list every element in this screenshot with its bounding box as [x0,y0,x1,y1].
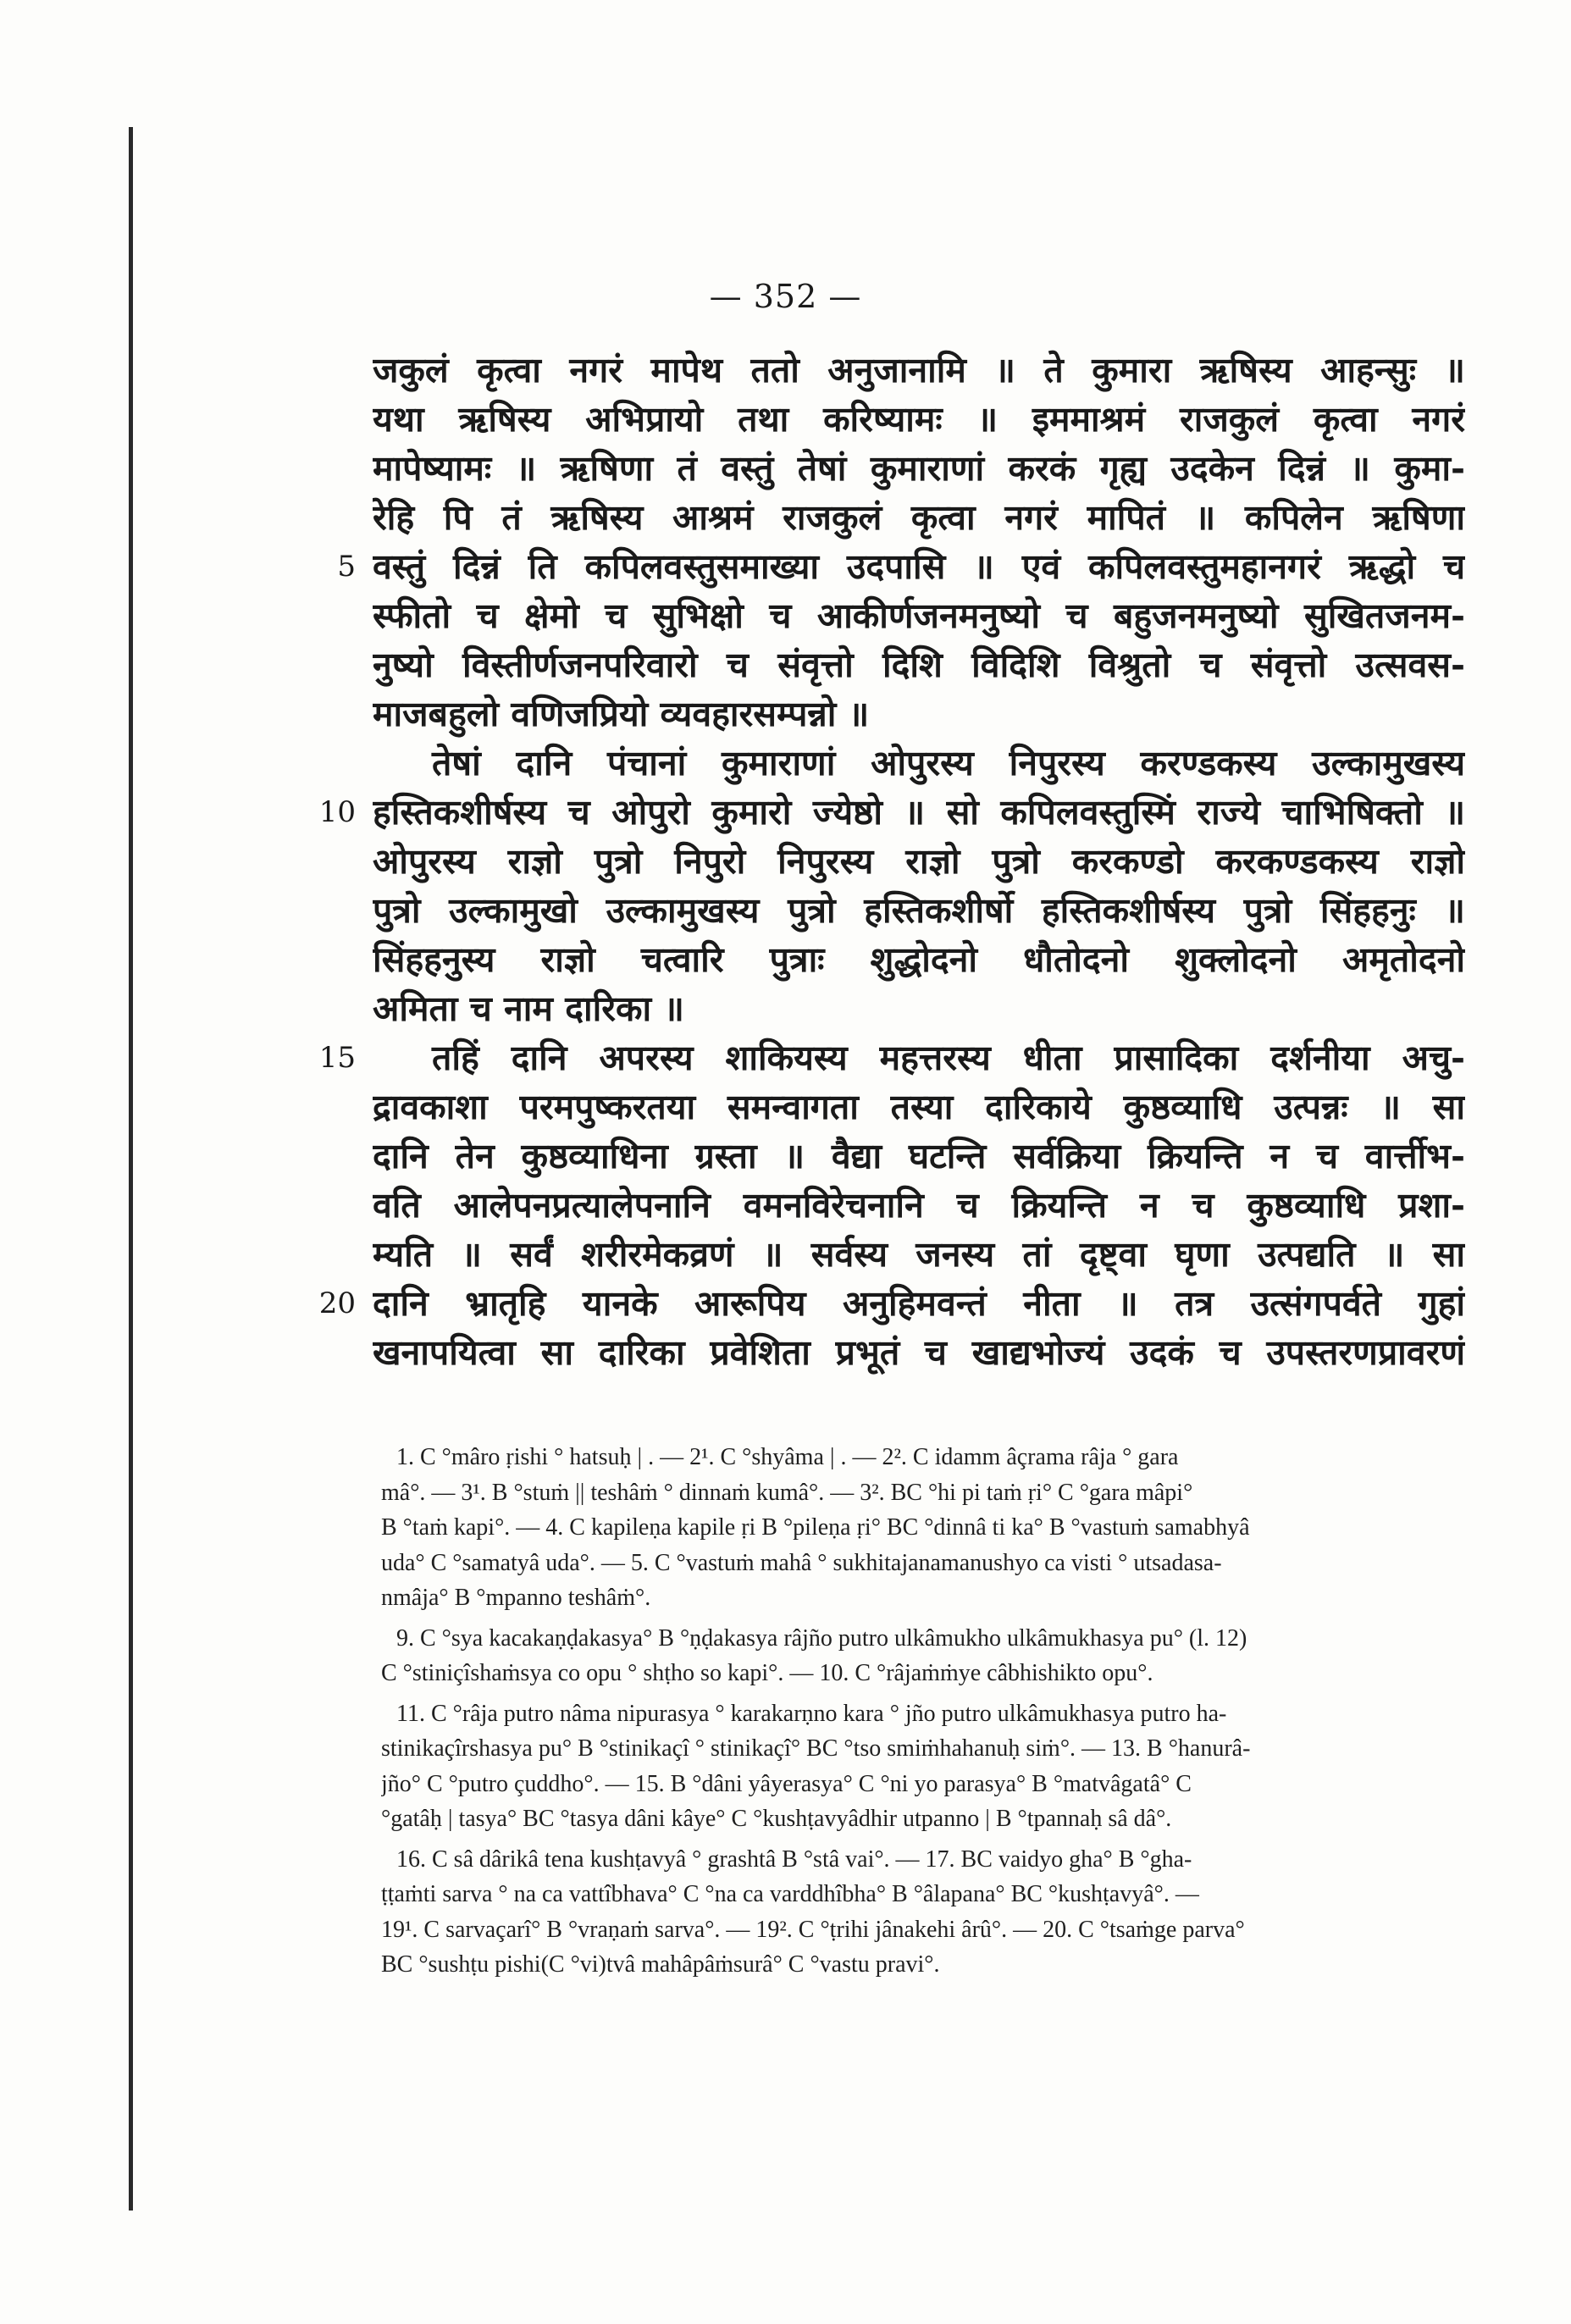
binding-edge-line [129,127,133,2211]
text-line: अमिता च नाम दारिका ॥ [373,988,684,1029]
text-line: रेहि पि तं ऋषिस्य आश्रमं राजकुलं कृत्वा नगरं मापितं ॥ कपिलेन ऋषिणा [373,497,1465,538]
text-line: पुत्रो उल्कामुखो उल्कामुखस्य पुत्रो हस्तिकशीर्षो हस्तिकशीर्षस्य पुत्रो सिंहहनुः ॥ [373,890,1465,931]
text-line: जकुलं कृत्वा नगरं मापेथ ततो अनुजानामि ॥ ते कुमारा ऋषिस्य आहन्सुः ॥ [373,350,1465,390]
footnote-line: B °taṁ kapi°. — 4. C kapileṇa kapile ṛi B °pileṇa ṛi° BC °dinnâ ti ka° B °vastuṁ samabhyâ [381,1514,1250,1541]
text-line: सिंहहनुस्य राज्ञो चत्वारि पुत्राः शुद्धोदनो धौतोदनो शुक्लोदनो अमृतोदनो [373,939,1465,980]
footnote-line: 1. C °mâro ṛishi ° hatsuḥ | . — 2¹. C °shyâma | . — 2². C idamm âçrama râja ° gara [396,1444,1179,1470]
footnote-line: uda° C °samatyâ uda°. — 5. C °vastuṁ mahâ ° sukhitajanamanushyo ca visti ° utsadasa- [381,1549,1222,1576]
footnote-line: jño° C °putro çuddho°. — 15. B °dâni yâyerasya° C °ni yo parasya° B °matvâgatâ° C [381,1770,1192,1797]
text-line: स्फीतो च क्षेमो च सुभिक्षो च आकीर्णजनमनुष्यो च बहुजनमनुष्यो सुखितजनम- [373,595,1465,636]
footnote-line: 11. C °râja putro nâma nipurasya ° karakarṇno kara ° jño putro ulkâmukhasya putro ha- [396,1700,1227,1727]
text-line: मापेष्यामः ॥ ऋषिणा तं वस्तुं तेषां कुमाराणां करकं गृह्य उदकेन दिन्नं ॥ कुमा- [373,448,1465,489]
page-number: — 352 — [709,278,862,315]
text-line: यथा ऋषिस्य अभिप्रायो तथा करिष्यामः ॥ इममाश्रमं राजकुलं कृत्वा नगरं [373,399,1465,440]
text-line: माजबहुलो वणिजप्रियो व्यवहारसम्पन्नो ॥ [373,694,870,734]
text-line: नुष्यो विस्तीर्णजनपरिवारो च संवृत्तो दिशि विदिशि विश्रुतो च संवृत्तो उत्सवस- [373,645,1465,685]
text-line: द्रावकाशा परमपुष्करतया समन्वागता तस्या दारिकाये कुष्ठव्याधि उत्पन्नः ॥ सा [373,1087,1465,1127]
footnote-line: nmâja° B °mpanno teshâṁ°. [381,1585,651,1611]
footnote-line: C °stiniçîshaṁsya co opu ° shṭho so kapi°. — 10. C °râjaṁṁye câbhishikto opu°. [381,1660,1153,1686]
text-line: म्यति ॥ सर्वं शरीरमेकव्रणं ॥ सर्वस्य जनस्य तां दृष्ट्वा घृणा उत्पद्यति ॥ सा [373,1234,1465,1275]
text-line: तहिं दानि अपरस्य शाकियस्य महत्तरस्य धीता प्रासादिका दर्शनीया अचु- [432,1038,1465,1078]
text-line: दानि तेन कुष्ठव्याधिना ग्रस्ता ॥ वैद्या घटन्ति सर्वक्रिया क्रियन्ति न च वार्त्तीभ- [373,1136,1465,1176]
text-line: ओपुरस्य राज्ञो पुत्रो निपुरो निपुरस्य राज्ञो पुत्रो करकण्डो करकण्डकस्य राज्ञो [373,841,1465,882]
footnote-line: BC °sushṭu pishi(C °vi)tvâ mahâpâṁsurâ° C °vastu pravi°. [381,1951,940,1978]
text-line: खनापयित्वा सा दारिका प्रवेशिता प्रभूतं च खाद्यभोज्यं उदकं च उपस्तरणप्रावरणं [373,1332,1465,1373]
text-line: दानि भ्रातृहि यानके आरूपिय अनुहिमवन्तं नीता ॥ तत्र उत्संगपर्वते गुहां [373,1283,1465,1324]
footnote-line: °gatâḥ | tasya° BC °tasya dâni kâye° C °kushṭavyâdhir utpanno | B °tpannaḥ sâ dâ°. [381,1806,1172,1832]
text-line: हस्तिकशीर्षस्य च ओपुरो कुमारो ज्येष्ठो ॥ सो कपिलवस्तुस्मिं राज्ये चाभिषिक्तो ॥ [373,792,1465,833]
footnote-line: 16. C sâ dârikâ tena kushṭavyâ ° grashtâ B °stâ vai°. — 17. BC vaidyo gha° B °gha- [396,1845,1192,1873]
footnote-paragraph [381,1696,1465,1837]
line-number: 20 [318,1286,356,1320]
footnote-line: 9. C °sya kacakaṇḍakasya° B °ṇḍakasya râjño putro ulkâmukho ulkâmukhasya pu° (l. 12) [396,1624,1247,1652]
footnote-paragraph [381,1842,1465,1983]
line-number: 10 [318,795,356,829]
line-number: 5 [337,550,356,584]
text-line: तेषां दानि पंचानां कुमाराणां ओपुरस्य निपुरस्य करण्डकस्य उल्कामुखस्य [432,743,1465,783]
footnote-line: stinikaçîrshasya pu° B °stinikaçî ° stinikaçî° BC °tso smiṁhahanuḥ siṁ°. — 13. B °hanurâ- [381,1735,1251,1762]
footnote-line: mâ°. — 3¹. B °stuṁ || teshâṁ ° dinnaṁ kumâ°. — 3². BC °hi pi taṁ ṛi° C °gara mâpi° [381,1479,1193,1506]
line-number: 15 [318,1041,356,1075]
text-line: वस्तुं दिन्नं ति कपिलवस्तुसमाख्या उदपासि ॥ एवं कपिलवस्तुमहानगरं ऋद्धो च [373,546,1465,587]
footnote-line: 19¹. C sarvaçarî° B °vraṇaṁ sarva°. — 19². C °ṭrihi jânakehi ârû°. — 20. C °tsaṁge parva° [381,1916,1245,1943]
footnote-paragraph [381,1621,1465,1691]
sanskrit-text-block [373,346,1465,1377]
text-line: वति आलेपनप्रत्यालेपनानि वमनविरेचनानि च क्रियन्ति न च कुष्ठव्याधि प्रशा- [373,1185,1465,1226]
footnote-paragraph [381,1440,1465,1616]
footnote-line: ṭṭaṁti sarva ° na ca vattîbhava° C °na ca varddhîbha° B °âlapana° BC °kushṭavyâ°. — [381,1881,1199,1907]
footnotes-block [381,1440,1465,1988]
